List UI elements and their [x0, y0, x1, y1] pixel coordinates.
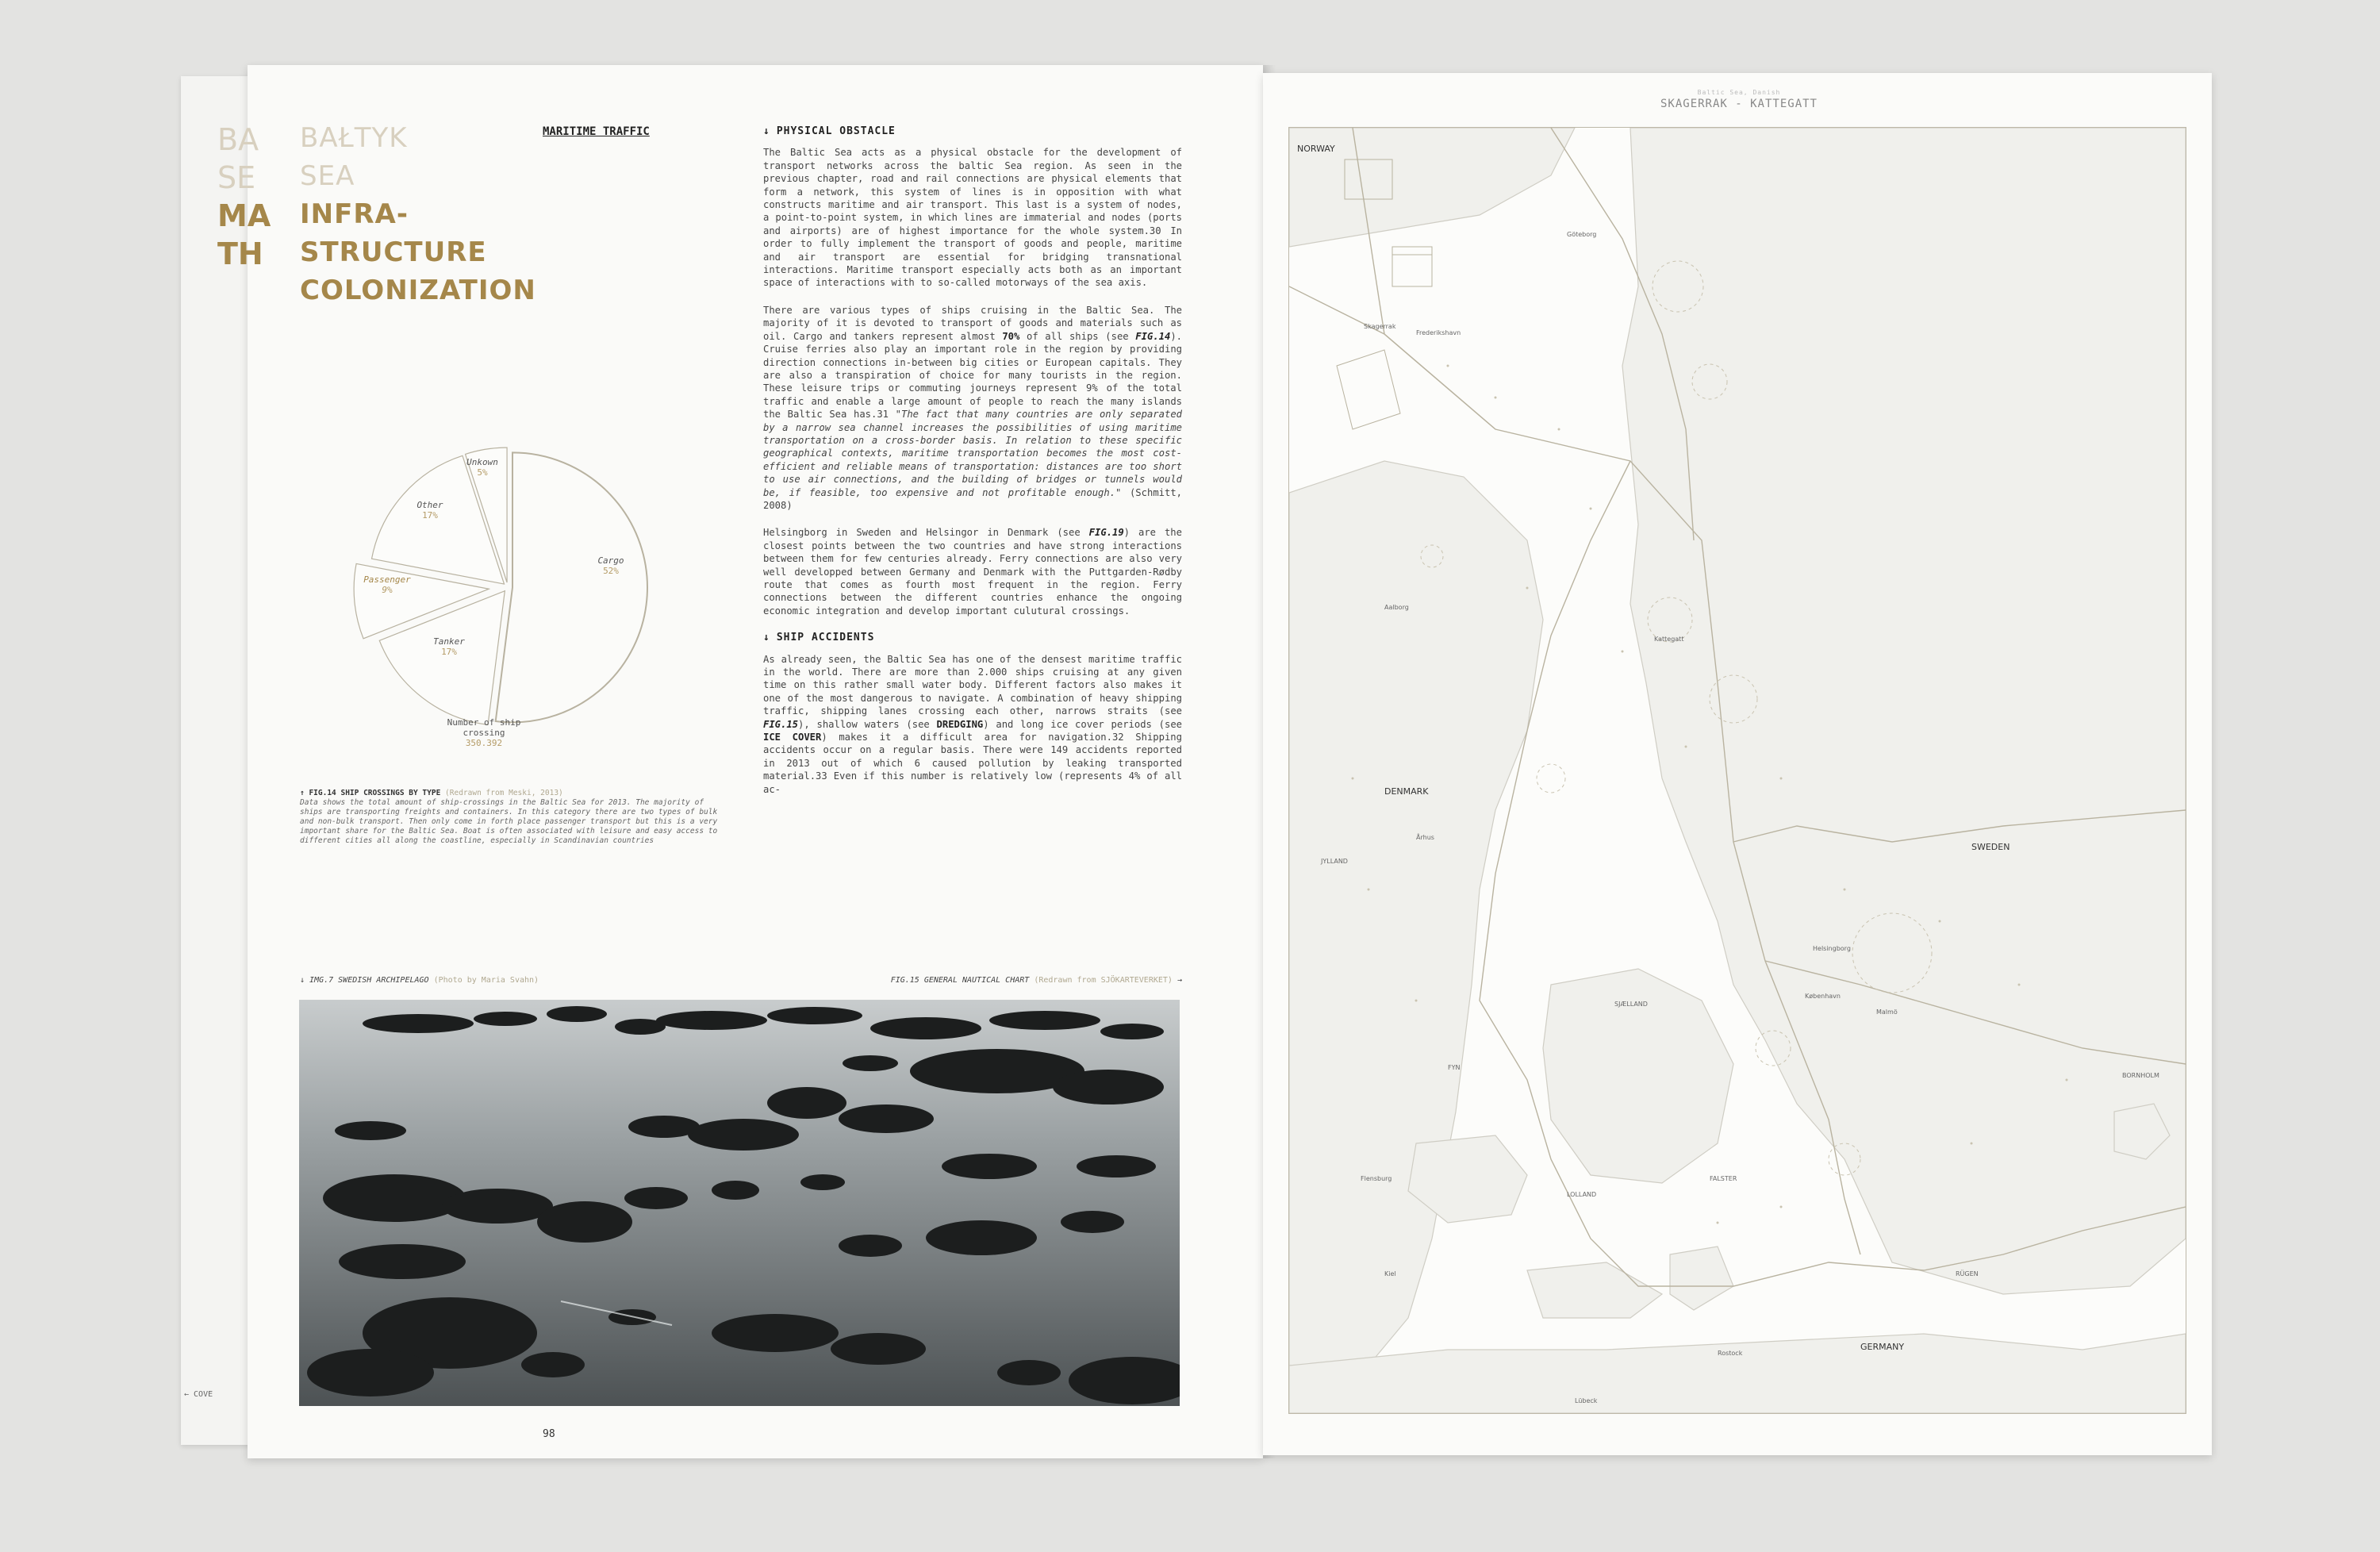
- photo-caption-left: [300, 976, 539, 985]
- text-run: ). Cruise ferries also play an important role in the region by providing direction connections in-between big cities or European capitals. They are also a transpiration of choice for many tourists in the region. These leisure trips or commuting journeys represent 9% of the total traffic and enable a large amount of people to reach the many islands the Baltic Sea has.31: [763, 330, 1182, 421]
- figure-reference: FIG.19: [1088, 527, 1124, 539]
- map-label-norway: NORWAY: [1297, 144, 1335, 154]
- pie-caption: [428, 717, 539, 748]
- paragraph: [763, 304, 1182, 513]
- title-line: SEA: [300, 160, 355, 192]
- pie-label-cargo: [587, 555, 635, 576]
- pie-label-text: Unkown: [466, 457, 498, 467]
- map-label-kiel: Kiel: [1384, 1270, 1396, 1277]
- figure-reference: FIG.15: [763, 718, 799, 730]
- figure-caption: [300, 789, 728, 846]
- text-run: ) are the closest points between the two countries and have strong interactions between them for few centuries already. Ferry connections are also very well developped between Germany and Denmark with the Puttgarden-Rødby route that comes as fourth most frequent in the region. Ferry connections between the different countries enhance the ongoing economic integration and develop important culutural crossings.: [763, 527, 1182, 617]
- text-run: There are various types of ships cruising in the Baltic Sea. The majority of it is devoted to transport of goods and materials such as oil. Cargo and tankers represent almost: [763, 304, 1182, 342]
- text-run: ) and long ice cover periods (see: [983, 718, 1183, 730]
- map-label-sjaelland: SJÆLLAND: [1614, 1001, 1648, 1008]
- pie-total: 350.392: [465, 738, 503, 748]
- figure-caption-head: ↑ FIG.14 SHIP CROSSINGS BY TYPE: [300, 789, 441, 797]
- pie-label-unknown: [459, 457, 506, 478]
- chapter-reference: ICE COVER: [763, 732, 822, 743]
- subsection-title: PHYSICAL OBSTACLE: [776, 125, 896, 137]
- map-label-rostock: Rostock: [1718, 1350, 1743, 1357]
- map-title: [1580, 89, 1898, 110]
- text-run: ) makes it a difficult area for navigation.32 Shipping accidents occur on a regular basis. There were 149 accidents reported in 2013 out of which 6 caused pollution by leaking transported material.33 Even if this number is relatively low (represents 4% of all ac-: [763, 732, 1182, 795]
- map-label-lolland: LOLLAND: [1567, 1191, 1597, 1198]
- arrow-down-icon: ↓: [763, 125, 770, 137]
- pie-label-other: [406, 500, 454, 521]
- map-label-falster: FALSTER: [1710, 1175, 1737, 1182]
- paragraph: The Baltic Sea acts as a physical obstacle for the development of transport networks across the baltic Sea region. As seen in the previous chapter, road and rail connections are physical elements that form a network, this system of lines is in opposition with what constructs maritime and air transport. This last is a system of nodes, a point-to-point system, in which lines are immaterial and nodes (ports and airports) are of highest importance for the whole system.30 In order to fully implement the transport of goods and people, maritime and air transport are essential for bridging transnational interactions. Maritime transport especially acts both as an important space of interactions with to so-called motorways of the sea axis.: [763, 147, 1182, 289]
- citation: (Schmitt, 2008): [763, 486, 1183, 511]
- map-label-kobenhavn: København: [1805, 993, 1841, 1000]
- body-text-column: [763, 125, 1182, 810]
- map-label-denmark: DENMARK: [1384, 786, 1429, 797]
- caption-text: FIG.15 GENERAL NAUTICAL CHART: [890, 976, 1030, 985]
- map-label-germany: GERMANY: [1860, 1342, 1905, 1352]
- map-title-text: SKAGERRAK - KATTEGATT: [1660, 98, 1818, 110]
- map-label-bornholm: BORNHOLM: [2122, 1072, 2159, 1079]
- title-line: STRUCTURE: [300, 236, 487, 268]
- chapter-title: [300, 119, 536, 309]
- photo-caption-right: [891, 976, 1182, 985]
- page-number: 98: [543, 1428, 555, 1440]
- back-title-line: SE: [217, 160, 256, 195]
- arrow-right-icon: →: [1177, 976, 1182, 985]
- map-label-kattegatt: Kattegatt: [1654, 636, 1684, 643]
- back-title-line: MA: [217, 198, 271, 233]
- map-label-lubeck: Lübeck: [1575, 1397, 1598, 1404]
- map-label-jylland: JYLLAND: [1321, 858, 1348, 865]
- pie-chart: [349, 428, 666, 746]
- nautical-chart-drawing: [1289, 128, 2186, 1413]
- title-line: COLONIZATION: [300, 275, 536, 306]
- back-title-line: TH: [217, 236, 263, 271]
- chapter-reference: DREDGING: [936, 718, 984, 730]
- map-label-aalborg: Aalborg: [1384, 604, 1409, 611]
- caption-source: (Photo by Maria Svahn): [433, 976, 539, 985]
- archipelago-photo: [299, 1000, 1180, 1406]
- figure-reference: FIG.14: [1135, 330, 1171, 342]
- back-title-line: BA: [217, 122, 259, 157]
- subsection-title: SHIP ACCIDENTS: [776, 632, 875, 644]
- arrow-down-icon: ↓: [763, 632, 770, 644]
- photo-captions: [300, 976, 1182, 989]
- section-heading: MARITIME TRAFFIC: [543, 125, 650, 138]
- paragraph: [763, 526, 1182, 617]
- pie-label-text: Passenger: [363, 574, 411, 585]
- map-label-helsingborg: Helsingborg: [1813, 945, 1851, 952]
- pie-label-pct: 52%: [603, 566, 619, 576]
- text-run: Helsingborg in Sweden and Helsingor in Denmark (see: [763, 527, 1089, 539]
- map-label-malmo: Malmö: [1876, 1008, 1898, 1016]
- text-run: of all ships (see: [1019, 330, 1136, 342]
- archipelago-photo-drawing: [299, 1000, 1180, 1406]
- figure-caption-body: Data shows the total amount of ship-crossings in the Baltic Sea for 2013. The majority of ships are transporting freights and containers. In this category there are two types of bulk and non-bulk transport. Then only come in forth place passenger transport but this is a very important share for the Baltic Sea. Boat is often associated with leisure and easy access to different cities all along the coastline, especially in Scandinavian countries: [300, 798, 718, 845]
- paragraph: [763, 653, 1182, 796]
- map-subtitle: Baltic Sea, Danish: [1697, 89, 1781, 96]
- title-line: INFRA-: [300, 198, 409, 230]
- text-run: ), shallow waters (see: [798, 718, 937, 730]
- pie-label-pct: 17%: [441, 647, 457, 657]
- pie-label-text: Tanker: [433, 636, 465, 647]
- pie-label-tanker: [425, 636, 473, 657]
- pie-label-text: Other: [416, 500, 443, 510]
- back-page-footer: ← COVE: [184, 1390, 213, 1399]
- pie-caption-text: Number of ship crossing: [447, 717, 521, 738]
- map-label-sweden: SWEDEN: [1971, 842, 2010, 852]
- pie-label-pct: 5%: [477, 467, 488, 478]
- text-run: As already seen, the Baltic Sea has one of the densest maritime traffic in the world. There are more than 2.000 ships cruising at any given time on this rather small water body. Different factors also makes it one of the most dangerous to navigate. A combination of heavy shipping traffic, shipping lanes crossing each other, narrows straits (see: [763, 653, 1182, 717]
- map-label-frederikshavn: Frederikshavn: [1416, 329, 1461, 336]
- back-page-title: [217, 121, 271, 273]
- pie-label-pct: 17%: [422, 510, 438, 521]
- pie-slice-cargo: [496, 452, 647, 722]
- map-label-aarhus: Århus: [1416, 834, 1434, 841]
- nautical-chart: [1288, 127, 2186, 1414]
- map-label-rugen: RÜGEN: [1956, 1270, 1979, 1277]
- pie-label-pct: 9%: [382, 585, 393, 595]
- map-label-goteborg: Göteborg: [1567, 231, 1597, 238]
- figure-caption-source: (Redrawn from Meski, 2013): [445, 789, 563, 797]
- title-line: BAŁTYK: [300, 122, 408, 154]
- subsection-heading: [763, 125, 1182, 138]
- map-label-skagerrak: Skagerrak: [1364, 323, 1396, 330]
- caption-text: ↓ IMG.7 SWEDISH ARCHIPELAGO: [300, 976, 429, 985]
- pie-label-text: Cargo: [597, 555, 624, 566]
- caption-source: (Redrawn from SJÖKARTEVERKET): [1034, 976, 1173, 985]
- pie-label-passenger: [355, 574, 419, 595]
- quote: "The fact that many countries are only separated by a narrow sea channel increases the possibilities of using maritime transportation on a cross-border basis. In relation to these specific geographical contexts, maritime transportation becomes the most cost-efficient and reliable means of transportation: distances are too short to use air connections, and the building of bridges or tunnels would be, if feasible, too expensive and not profitable enough.": [763, 409, 1182, 498]
- map-label-flensburg: Flensburg: [1361, 1175, 1392, 1182]
- map-label-fyn: FYN: [1448, 1064, 1461, 1071]
- subsection-heading: [763, 632, 1182, 644]
- text-run: 70%: [1002, 330, 1020, 342]
